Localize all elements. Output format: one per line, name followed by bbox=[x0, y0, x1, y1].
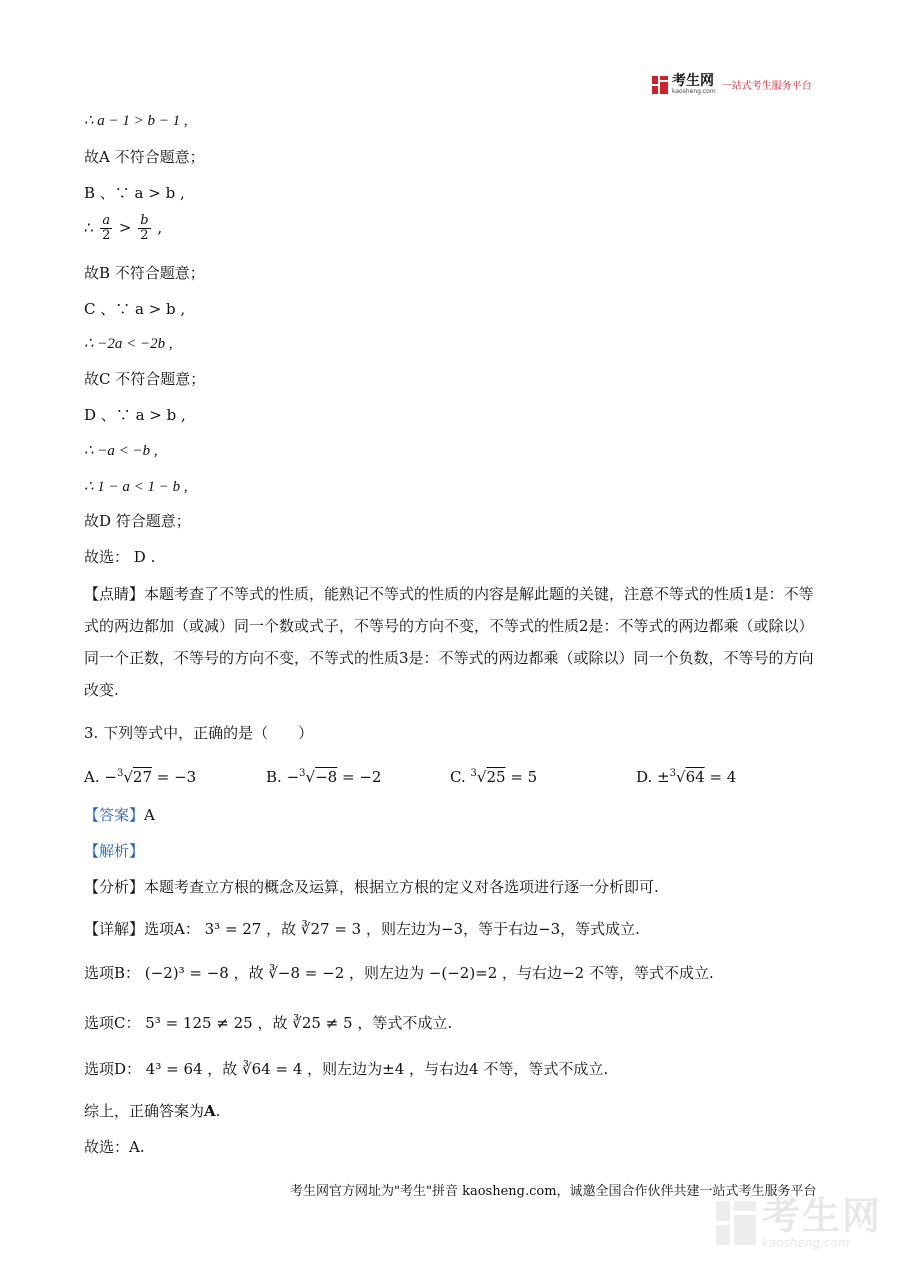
fraction-a-over-2 bbox=[100, 214, 112, 243]
detail-option-b: 选项B： (−2)³ = −8 ，故 ∛−8 = −2 ，则左边为 −(−2)=2 ，与右边−2 不等，等式不成立. bbox=[84, 964, 714, 982]
root-index: 3 bbox=[116, 768, 124, 779]
logo-icon bbox=[652, 76, 668, 94]
option-label: B. bbox=[266, 768, 282, 786]
radicand: 25 bbox=[486, 768, 506, 786]
option-d: D. ±$^3$√64 = 4 bbox=[636, 768, 737, 786]
watermark bbox=[716, 1196, 882, 1250]
detail-tag: 【详解】 bbox=[84, 920, 145, 938]
summary-suffix: . bbox=[215, 1102, 221, 1120]
option-sign: − bbox=[104, 768, 117, 786]
therefore-symbol: ∴ bbox=[84, 218, 94, 237]
header-logo bbox=[652, 74, 812, 95]
fraction-numerator: b bbox=[140, 213, 149, 228]
option-a: A. −$^3$√27 = −3 bbox=[84, 768, 197, 786]
summary-prefix: 综上，正确答案为 bbox=[84, 1102, 205, 1120]
fraction-numerator: a bbox=[102, 213, 111, 228]
solution-line-9: D 、∵ a > b , bbox=[84, 406, 186, 424]
solution-line-10: ∴ −a < −b , bbox=[84, 443, 158, 459]
option-c: C. $^3$√25 = 5 bbox=[450, 768, 538, 786]
option-label: C. bbox=[450, 768, 466, 786]
fraction-b-over-2 bbox=[138, 214, 150, 243]
analysis-heading: 【解析】 bbox=[84, 842, 145, 860]
solution-line-1: ∴ a − 1 > b − 1 , bbox=[84, 113, 188, 129]
analysis-tag: 【分析】 bbox=[84, 878, 145, 896]
logo-name: 考生网 bbox=[672, 73, 714, 89]
comma: , bbox=[157, 218, 163, 237]
option-label: D. bbox=[636, 768, 653, 786]
solution-line-6: C 、∵ a > b , bbox=[84, 300, 186, 318]
option-result: = −3 bbox=[156, 768, 197, 786]
option-result: = −2 bbox=[342, 768, 382, 786]
summary-answer: A bbox=[204, 1102, 216, 1120]
answer-line bbox=[84, 804, 155, 826]
logo-domain: kaosheng.com bbox=[672, 88, 716, 95]
root-index: 3 bbox=[299, 768, 306, 779]
solution-line-13: 故选： D . bbox=[84, 548, 156, 566]
watermark-text: 考生网 bbox=[762, 1194, 883, 1238]
solution-line-4 bbox=[84, 214, 162, 243]
root-index: 3 bbox=[470, 768, 477, 779]
solution-line-5: 故B 不符合题意； bbox=[84, 264, 205, 282]
question-text: 3. 下列等式中，正确的是（ ） bbox=[84, 724, 314, 742]
watermark-domain: kaosheng.com bbox=[762, 1236, 850, 1250]
comment-text: 本题考查了不等式的性质，能熟记不等式的性质的内容是解此题的关键，注意不等式的性质1是：不等式的两边都加（或减）同一个数或式子，不等号的方向不变，不等式的性质2是：不等式的两边都乘（或除以）同一个正数，不等号的方向不变，不等式的性质3是：不等式的两边都乘（或除以）同一个负数，不等号的方向改变. bbox=[84, 585, 814, 699]
detail-option-a: 选项A： 3³ = 27 ，故 ∛27 = 3 ，则左边为−3，等于右边−3，等式成立. bbox=[144, 920, 640, 938]
watermark-logo-icon bbox=[716, 1201, 756, 1245]
solution-line-12: 故D 符合题意； bbox=[84, 512, 191, 530]
answer-value: A bbox=[144, 806, 155, 824]
option-b: B. −$^3$√−8 = −2 bbox=[266, 768, 382, 786]
option-result: = 5 bbox=[510, 768, 538, 786]
radicand: 64 bbox=[685, 768, 705, 786]
option-result: = 4 bbox=[709, 768, 737, 786]
analysis-line bbox=[84, 876, 659, 898]
option-sign: − bbox=[286, 768, 300, 786]
radicand: 27 bbox=[132, 768, 152, 786]
solution-line-3: B 、∵ a > b , bbox=[84, 184, 185, 202]
summary-line bbox=[84, 1100, 220, 1122]
footer-text: 考生网官方网址为"考生"拼音 kaosheng.com，诚邀全国合作伙伴共建一站式考生服务平台 bbox=[290, 1184, 817, 1199]
option-sign: ± bbox=[657, 768, 670, 786]
solution-line-2: 故A 不符合题意； bbox=[84, 148, 205, 166]
fraction-denominator: 2 bbox=[102, 228, 111, 243]
solution-line-8: 故C 不符合题意； bbox=[84, 370, 206, 388]
solution-line-11: ∴ 1 − a < 1 − b , bbox=[84, 479, 188, 495]
solution-line-7: ∴ −2a < −2b , bbox=[84, 336, 173, 352]
detail-line-a bbox=[84, 918, 640, 940]
option-label: A. bbox=[84, 768, 100, 786]
detail-option-c: 选项C： 5³ = 125 ≠ 25 ，故 ∛25 ≠ 5 ，等式不成立. bbox=[84, 1014, 453, 1032]
comment-paragraph bbox=[84, 578, 819, 706]
radicand: −8 bbox=[315, 768, 338, 786]
fraction-denominator: 2 bbox=[140, 228, 149, 243]
analysis-text: 本题考查立方根的概念及运算，根据立方根的定义对各选项进行逐一分析即可. bbox=[144, 878, 659, 896]
detail-option-d: 选项D： 4³ = 64 ，故 ∛64 = 4 ，则左边为±4 ，与右边4 不等，等式不成立. bbox=[84, 1060, 609, 1078]
comment-tag: 【点睛】 bbox=[84, 585, 145, 603]
final-choice: 故选：A. bbox=[84, 1138, 145, 1156]
logo-tagline: 一站式考生服务平台 bbox=[721, 81, 812, 92]
root-index: 3 bbox=[669, 768, 676, 779]
answer-tag: 【答案】 bbox=[84, 806, 145, 824]
greater-than-symbol: > bbox=[118, 218, 132, 237]
